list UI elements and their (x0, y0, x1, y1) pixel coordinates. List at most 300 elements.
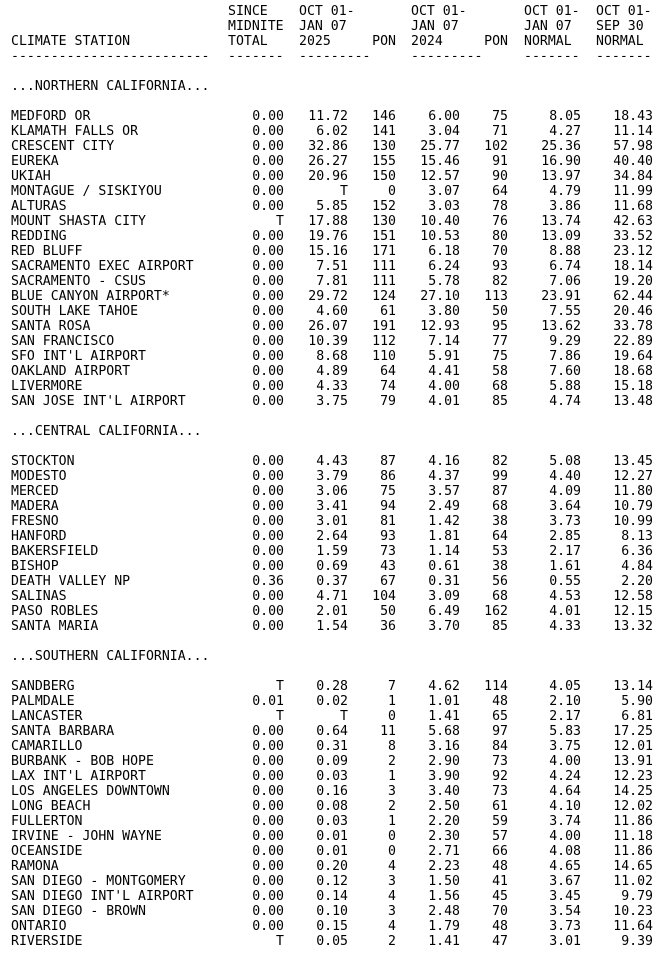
table-row (0, 619, 669, 634)
cell-station: UKIAH (11, 169, 51, 184)
header-row (0, 34, 669, 49)
cell-v2025: 4.89 (316, 364, 348, 379)
cell-sep: 13.91 (613, 754, 653, 769)
cell-v2025: 3.01 (316, 514, 348, 529)
cell-station: ------------------------- (11, 49, 210, 64)
cell-normal: ------- (524, 49, 580, 64)
cell-v2025: 0.03 (316, 769, 348, 784)
cell-p2025: 130 (372, 139, 396, 154)
cell-station: IRVINE - JOHN WAYNE (11, 829, 162, 844)
cell-sep: 10.99 (613, 514, 653, 529)
cell-p2025: 191 (372, 319, 396, 334)
cell-p2024: 70 (492, 244, 508, 259)
cell-v2024: 2.50 (428, 799, 460, 814)
cell-sep: 18.68 (613, 364, 653, 379)
cell-station: LOS ANGELES DOWNTOWN (11, 784, 170, 799)
cell-p2024: 68 (492, 379, 508, 394)
cell-since: 0.00 (252, 589, 284, 604)
cell-v2025: 0.08 (316, 799, 348, 814)
cell-station: CAMARILLO (11, 739, 83, 754)
cell-sep: 57.98 (613, 139, 653, 154)
cell-sep: 12.01 (613, 739, 653, 754)
cell-since: 0.00 (252, 544, 284, 559)
cell-v2024: 3.09 (428, 589, 460, 604)
cell-v2025: JAN 07 (299, 19, 347, 34)
cell-sep: 8.13 (621, 529, 653, 544)
cell-normal: 4.65 (549, 859, 581, 874)
cell-normal: 2.10 (549, 694, 581, 709)
cell-since: 0.00 (252, 124, 284, 139)
cell-v2024: 2024 (411, 34, 443, 49)
cell-v2025: 8.68 (316, 349, 348, 364)
cell-v2024: 4.41 (428, 364, 460, 379)
cell-normal: 4.53 (549, 589, 581, 604)
cell-station: SACRAMENTO - CSUS (11, 274, 146, 289)
cell-v2025: 29.72 (308, 289, 348, 304)
table-row (0, 589, 669, 604)
table-row (0, 214, 669, 229)
cell-v2024: 1.79 (428, 919, 460, 934)
cell-p2025: 110 (372, 349, 396, 364)
cell-normal: 4.09 (549, 484, 581, 499)
cell-v2025: 10.39 (308, 334, 348, 349)
header-row (0, 4, 669, 19)
cell-station: SAN FRANCISCO (11, 334, 115, 349)
cell-p2024: 113 (484, 289, 508, 304)
cell-v2025: 15.16 (308, 244, 348, 259)
cell-normal: 1.61 (549, 559, 581, 574)
cell-v2024: JAN 07 (411, 19, 459, 34)
cell-sep: 22.89 (613, 334, 653, 349)
cell-normal: 7.55 (549, 304, 581, 319)
cell-since: T (276, 934, 284, 949)
cell-v2024: 2.23 (428, 859, 460, 874)
cell-v2025: 3.06 (316, 484, 348, 499)
cell-since: MIDNITE (228, 19, 284, 34)
cell-v2024: 3.40 (428, 784, 460, 799)
cell-v2024: 1.81 (428, 529, 460, 544)
table-row (0, 184, 669, 199)
cell-station: KLAMATH FALLS OR (11, 124, 139, 139)
cell-v2025: 0.16 (316, 784, 348, 799)
cell-p2024: 48 (492, 694, 508, 709)
table-row (0, 229, 669, 244)
cell-p2024: 75 (492, 109, 508, 124)
cell-since: 0.00 (252, 199, 284, 214)
cell-v2024: 5.91 (428, 349, 460, 364)
cell-since: 0.00 (252, 184, 284, 199)
cell-p2024: 73 (492, 784, 508, 799)
cell-p2025: 4 (388, 919, 396, 934)
cell-normal: 4.08 (549, 844, 581, 859)
table-row (0, 319, 669, 334)
cell-p2024: 78 (492, 199, 508, 214)
cell-normal: 3.01 (549, 934, 581, 949)
table-row (0, 454, 669, 469)
cell-normal: JAN 07 (524, 19, 572, 34)
cell-v2024: 1.41 (428, 934, 460, 949)
cell-v2024: 4.37 (428, 469, 460, 484)
cell-p2025: 151 (372, 229, 396, 244)
cell-since: 0.00 (252, 379, 284, 394)
cell-since: TOTAL (228, 34, 268, 49)
cell-v2024: 6.24 (428, 259, 460, 274)
cell-sep: 11.18 (613, 829, 653, 844)
table-row (0, 769, 669, 784)
table-row (0, 109, 669, 124)
cell-since: 0.00 (252, 304, 284, 319)
cell-v2025: 1.59 (316, 544, 348, 559)
cell-p2024: 97 (492, 724, 508, 739)
cell-p2025: 64 (380, 364, 396, 379)
cell-p2024: 93 (492, 259, 508, 274)
cell-p2024: 82 (492, 274, 508, 289)
cell-v2025: T (340, 184, 348, 199)
cell-v2024: 2.71 (428, 844, 460, 859)
cell-since: 0.00 (252, 859, 284, 874)
table-row (0, 169, 669, 184)
table-row (0, 874, 669, 889)
cell-p2025: 43 (380, 559, 396, 574)
cell-p2025: 4 (388, 859, 396, 874)
cell-since: 0.00 (252, 244, 284, 259)
cell-v2025: 11.72 (308, 109, 348, 124)
cell-p2025: 0 (388, 709, 396, 724)
cell-normal: 8.88 (549, 244, 581, 259)
cell-normal: 6.74 (549, 259, 581, 274)
cell-p2024: 47 (492, 934, 508, 949)
table-row (0, 694, 669, 709)
cell-since: 0.00 (252, 154, 284, 169)
cell-sep: ------- (596, 49, 652, 64)
cell-normal: 3.67 (549, 874, 581, 889)
cell-normal: 9.29 (549, 334, 581, 349)
cell-since: T (276, 709, 284, 724)
cell-v2024: 2.20 (428, 814, 460, 829)
cell-v2025: 4.33 (316, 379, 348, 394)
cell-v2025: 0.15 (316, 919, 348, 934)
cell-station: SANTA MARIA (11, 619, 99, 634)
cell-sep: OCT 01- (596, 4, 652, 19)
cell-v2024: 2.90 (428, 754, 460, 769)
cell-station: SANDBERG (11, 679, 75, 694)
cell-since: 0.00 (252, 454, 284, 469)
cell-normal: 4.40 (549, 469, 581, 484)
cell-sep: 18.43 (613, 109, 653, 124)
table-row (0, 394, 669, 409)
header-row (0, 19, 669, 34)
cell-v2025: 3.79 (316, 469, 348, 484)
cell-p2024: 82 (492, 454, 508, 469)
cell-v2025: 32.86 (308, 139, 348, 154)
table-row (0, 514, 669, 529)
cell-sep: 33.52 (613, 229, 653, 244)
cell-sep: 19.64 (613, 349, 653, 364)
cell-since: 0.00 (252, 169, 284, 184)
cell-p2024: 56 (492, 574, 508, 589)
cell-v2024: 1.42 (428, 514, 460, 529)
table-row (0, 604, 669, 619)
cell-p2024: PON (484, 34, 508, 49)
cell-sep: 40.40 (613, 154, 653, 169)
cell-normal: 3.54 (549, 904, 581, 919)
blank-line (0, 64, 669, 79)
cell-p2024: 84 (492, 739, 508, 754)
cell-sep: 11.64 (613, 919, 653, 934)
cell-sep: 17.25 (613, 724, 653, 739)
cell-v2024: 2.30 (428, 829, 460, 844)
table-row (0, 379, 669, 394)
cell-p2024: 38 (492, 514, 508, 529)
cell-normal: 4.33 (549, 619, 581, 634)
cell-sep: 9.79 (621, 889, 653, 904)
cell-since: 0.01 (252, 694, 284, 709)
cell-p2024: 76 (492, 214, 508, 229)
cell-v2024: 3.03 (428, 199, 460, 214)
cell-normal: 13.09 (541, 229, 581, 244)
cell-p2025: 146 (372, 109, 396, 124)
cell-since: 0.00 (252, 754, 284, 769)
cell-station: RAMONA (11, 859, 59, 874)
cell-p2025: 1 (388, 814, 396, 829)
cell-normal: 2.85 (549, 529, 581, 544)
cell-normal: 3.75 (549, 739, 581, 754)
cell-v2025: OCT 01- (299, 4, 355, 19)
cell-sep: 12.58 (613, 589, 653, 604)
section-title (0, 649, 669, 664)
cell-v2024: 27.10 (420, 289, 460, 304)
cell-p2024: 45 (492, 889, 508, 904)
cell-v2024: --------- (411, 49, 483, 64)
cell-sep: 34.84 (613, 169, 653, 184)
table-row (0, 274, 669, 289)
cell-p2024: 70 (492, 904, 508, 919)
cell-normal: 5.88 (549, 379, 581, 394)
cell-v2025: 0.10 (316, 904, 348, 919)
cell-p2024: 102 (484, 139, 508, 154)
cell-p2024: 90 (492, 169, 508, 184)
cell-v2024: 6.49 (428, 604, 460, 619)
cell-since: 0.00 (252, 529, 284, 544)
cell-normal: 4.64 (549, 784, 581, 799)
cell-normal: 4.10 (549, 799, 581, 814)
cell-station: SALINAS (11, 589, 67, 604)
cell-since: 0.00 (252, 799, 284, 814)
blank-line (0, 409, 669, 424)
cell-p2025: 4 (388, 889, 396, 904)
cell-sep: 42.63 (613, 214, 653, 229)
cell-normal: 13.62 (541, 319, 581, 334)
cell-normal: NORMAL (524, 34, 572, 49)
table-row (0, 679, 669, 694)
cell-sep: 4.84 (621, 559, 653, 574)
table-row (0, 304, 669, 319)
cell-normal: 3.45 (549, 889, 581, 904)
table-row (0, 469, 669, 484)
table-row (0, 259, 669, 274)
cell-v2024: 1.56 (428, 889, 460, 904)
table-row (0, 754, 669, 769)
cell-station: MODESTO (11, 469, 67, 484)
cell-p2025: 3 (388, 874, 396, 889)
cell-sep: 19.20 (613, 274, 653, 289)
cell-station: CRESCENT CITY (11, 139, 115, 154)
cell-p2025: 112 (372, 334, 396, 349)
cell-normal: 5.83 (549, 724, 581, 739)
cell-station: ONTARIO (11, 919, 67, 934)
cell-sep: 5.90 (621, 694, 653, 709)
header-rule (0, 49, 669, 64)
table-row (0, 574, 669, 589)
cell-station: LAX INT'L AIRPORT (11, 769, 146, 784)
cell-station: DEATH VALLEY NP (11, 574, 131, 589)
cell-since: 0.00 (252, 364, 284, 379)
cell-since: 0.00 (252, 829, 284, 844)
cell-since: 0.00 (252, 739, 284, 754)
table-row (0, 889, 669, 904)
cell-p2024: 95 (492, 319, 508, 334)
cell-v2024: 6.18 (428, 244, 460, 259)
cell-normal: 7.86 (549, 349, 581, 364)
cell-p2024: 38 (492, 559, 508, 574)
table-row (0, 289, 669, 304)
cell-p2025: 94 (380, 499, 396, 514)
cell-since: ------- (228, 49, 284, 64)
cell-sep: 13.45 (613, 454, 653, 469)
cell-sep: 12.02 (613, 799, 653, 814)
cell-station: SAN DIEGO - BROWN (11, 904, 146, 919)
cell-p2025: 141 (372, 124, 396, 139)
cell-station: REDDING (11, 229, 67, 244)
cell-v2025: 26.07 (308, 319, 348, 334)
cell-station: SAN DIEGO INT'L AIRPORT (11, 889, 194, 904)
cell-normal: 8.05 (549, 109, 581, 124)
cell-v2025: --------- (299, 49, 371, 64)
cell-sep: SEP 30 (596, 19, 644, 34)
cell-sep: 11.99 (613, 184, 653, 199)
cell-v2025: 0.14 (316, 889, 348, 904)
cell-sep: 20.46 (613, 304, 653, 319)
cell-sep: NORMAL (596, 34, 644, 49)
cell-v2025: 2.01 (316, 604, 348, 619)
cell-since: 0.00 (252, 604, 284, 619)
cell-station: LIVERMORE (11, 379, 83, 394)
cell-station: MERCED (11, 484, 59, 499)
section-title-text: ...NORTHERN CALIFORNIA... (11, 79, 210, 94)
cell-p2025: 50 (380, 604, 396, 619)
cell-station: CLIMATE STATION (11, 34, 131, 49)
cell-station: MOUNT SHASTA CITY (11, 214, 146, 229)
cell-p2024: 48 (492, 919, 508, 934)
cell-p2024: 162 (484, 604, 508, 619)
cell-since: 0.00 (252, 109, 284, 124)
cell-normal: 4.74 (549, 394, 581, 409)
cell-station: ALTURAS (11, 199, 67, 214)
cell-v2024: 4.16 (428, 454, 460, 469)
cell-station: STOCKTON (11, 454, 75, 469)
cell-station: EUREKA (11, 154, 59, 169)
cell-sep: 11.86 (613, 844, 653, 859)
cell-p2025: 155 (372, 154, 396, 169)
cell-p2025: 87 (380, 454, 396, 469)
table-row (0, 349, 669, 364)
cell-v2024: 4.62 (428, 679, 460, 694)
cell-p2024: 85 (492, 394, 508, 409)
cell-p2024: 77 (492, 334, 508, 349)
blank-line (0, 664, 669, 679)
cell-v2025: 4.71 (316, 589, 348, 604)
cell-since: 0.00 (252, 139, 284, 154)
cell-since: 0.00 (252, 274, 284, 289)
cell-v2024: 3.04 (428, 124, 460, 139)
cell-p2025: 1 (388, 769, 396, 784)
cell-v2025: T (340, 709, 348, 724)
cell-v2025: 2.64 (316, 529, 348, 544)
cell-station: SFO INT'L AIRPORT (11, 349, 146, 364)
cell-sep: 6.36 (621, 544, 653, 559)
cell-v2024: 15.46 (420, 154, 460, 169)
cell-v2024: 5.68 (428, 724, 460, 739)
cell-v2025: 4.60 (316, 304, 348, 319)
cell-v2025: 0.05 (316, 934, 348, 949)
cell-sep: 13.14 (613, 679, 653, 694)
table-row (0, 829, 669, 844)
table-row (0, 559, 669, 574)
cell-since: 0.00 (252, 904, 284, 919)
cell-p2025: 93 (380, 529, 396, 544)
cell-p2024: 53 (492, 544, 508, 559)
cell-v2024: 3.57 (428, 484, 460, 499)
cell-p2024: 71 (492, 124, 508, 139)
cell-normal: OCT 01- (524, 4, 580, 19)
cell-p2025: 86 (380, 469, 396, 484)
cell-p2025: 150 (372, 169, 396, 184)
table-row (0, 244, 669, 259)
cell-v2025: 0.69 (316, 559, 348, 574)
cell-normal: 0.55 (549, 574, 581, 589)
section-title (0, 79, 669, 94)
cell-since: 0.00 (252, 784, 284, 799)
cell-p2025: 0 (388, 829, 396, 844)
cell-since: 0.00 (252, 469, 284, 484)
cell-station: SAN JOSE INT'L AIRPORT (11, 394, 186, 409)
cell-p2025: 36 (380, 619, 396, 634)
cell-p2024: 73 (492, 754, 508, 769)
table-row (0, 904, 669, 919)
cell-sep: 13.48 (613, 394, 653, 409)
cell-sep: 14.25 (613, 784, 653, 799)
cell-p2025: 111 (372, 274, 396, 289)
cell-p2025: 73 (380, 544, 396, 559)
cell-p2025: 0 (388, 184, 396, 199)
cell-normal: 5.08 (549, 454, 581, 469)
cell-since: 0.00 (252, 724, 284, 739)
cell-p2025: 104 (372, 589, 396, 604)
table-row (0, 859, 669, 874)
cell-v2025: 3.41 (316, 499, 348, 514)
cell-p2025: 81 (380, 514, 396, 529)
cell-p2024: 64 (492, 184, 508, 199)
cell-station: RIVERSIDE (11, 934, 83, 949)
cell-since: 0.00 (252, 289, 284, 304)
table-row (0, 919, 669, 934)
cell-normal: 13.74 (541, 214, 581, 229)
cell-sep: 18.14 (613, 259, 653, 274)
cell-v2025: 0.09 (316, 754, 348, 769)
cell-sep: 11.68 (613, 199, 653, 214)
cell-p2025: 171 (372, 244, 396, 259)
cell-p2024: 50 (492, 304, 508, 319)
